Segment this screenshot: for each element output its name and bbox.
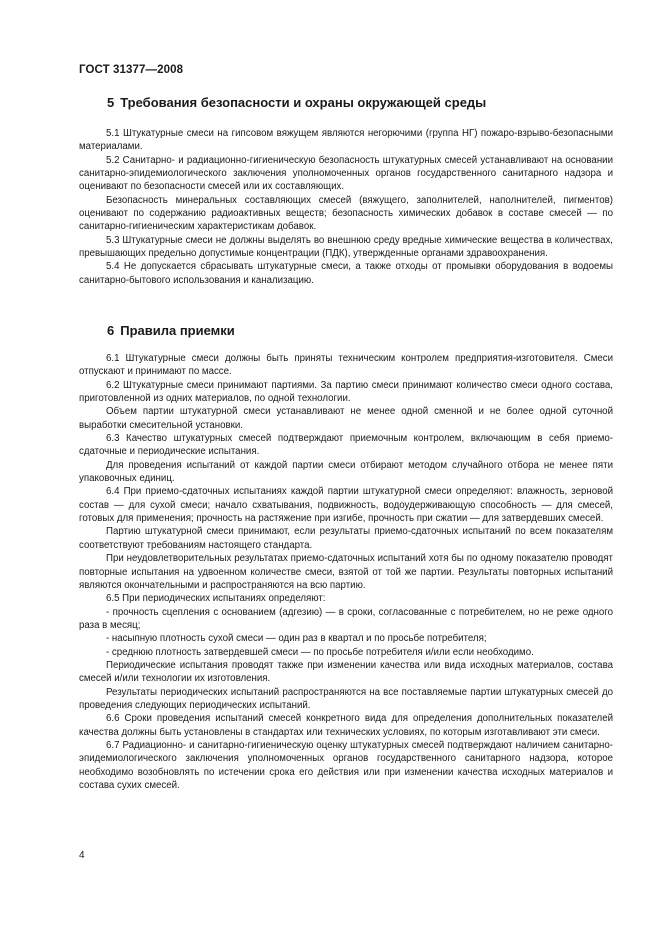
list-item-average-density: - среднюю плотность затвердевшей смеси — по просьбе потребителя и/или если необходимо. [106,646,534,658]
section-5-number: 5 [107,95,115,110]
paragraph-6-4-retest: При неудовлетворительных результатах приемо-сдаточных испытаний хотя бы по одному показателю проводят повторные испытания на удвоенном количестве смеси, взятой от той же партии. Результаты повторных испытаний являются окончательными и распространяются на всю партию. [79,553,613,591]
paragraph-5-3: 5.3 Штукатурные смеси не должны выделять во внешнюю среду вредные химические вещества в количествах, превышающих предельно допустимые концентрации (ПДК), утвержденные органами здравоохранения. [79,234,613,260]
section-5-body [79,127,613,287]
paragraph-6-4-acceptance: Партию штукатурной смеси принимают, если результаты приемо-сдаточных испытаний по всем показателям соответствуют требованиям настоящего стандарта. [79,526,613,551]
page-number: 4 [79,850,85,861]
list-item-adhesion: - прочность сцепления с основанием (адгезию) — в сроки, согласованные с потребителем, но не реже одного раза в месяц; [79,606,613,631]
section-6-body [79,352,613,792]
paragraph-5-4: 5.4 Не допускается сбрасывать штукатурные смеси, а также отходы от промывки оборудования в водоемы санитарно-бытового использования и канализацию. [79,261,613,286]
paragraph-6-5-periodic: Периодические испытания проводят также при изменении качества или вида исходных материалов, состава смесей и/или технологии их изготовления. [79,659,613,685]
paragraph-6-2: 6.2 Штукатурные смеси принимают партиями. За партию смеси принимают количество смеси одного состава, приготовленной из одних материалов, по одной технологии. [79,379,613,405]
paragraph-5-2: 5.2 Санитарно- и радиационно-гигиеническую безопасность штукатурных смесей устанавливают на основании санитарно-эпидемиологического заключения уполномоченных органов государственного санитарного надзора и оценивают по безопасности смесей или их составляющих. [79,154,613,193]
paragraph-5-1: 5.1 Штукатурные смеси на гипсовом вяжущем являются негорючими (группа НГ) пожаро-взрыво-безопасными материалами. [79,128,613,153]
document-code-header: ГОСТ 31377—2008 [79,64,184,76]
paragraph-6-5-results: Результаты периодических испытаний распространяются на все поставляемые партии штукатурных смесей до проведения следующих периодических испытаний. [79,686,613,711]
paragraph-6-7: 6.7 Радиационно- и санитарно-гигиеническую оценку штукатурных смесей подтверждают наличием санитарно-эпидемиологического заключения уполномоченных органов государственного санитарного надзора, которое необходимо возобновлять по истечении срока его действия или при изменении качества исходных материалов и состава сухих смесей. [79,739,613,791]
paragraph-6-3-sampling: Для проведения испытаний от каждой партии смеси отбирают методом случайного отбора не менее пяти упаковочных единиц. [79,459,613,485]
section-6-title: Правила приемки [120,323,235,338]
paragraph-5-2-safety: Безопасность минеральных составляющих смесей (вяжущего, заполнителей, наполнителей, пигментов) оценивают по содержанию радиоактивных веществ; безопасность химических добавок в составе смесей — по санитарно-гигиеническим характеристикам добавок. [79,194,613,233]
paragraph-6-1: 6.1 Штукатурные смеси должны быть приняты техническим контролем предприятия-изготовителя. Смеси отпускают и принимают по массе. [79,353,613,378]
list-item-bulk-density: - насыпную плотность сухой смеси — один раз в квартал и по просьбе потребителя; [106,633,487,645]
section-5-title: Требования безопасности и охраны окружающей среды [120,95,487,110]
paragraph-6-4: 6.4 При приемо-сдаточных испытаниях каждой партии штукатурной смеси определяют: влажность, зерновой состав — для сухой смеси; начало схватывания, подвижность, водоудерживающую способность — для смесей, готовых для применения; прочность на растяжение при изгибе, прочность при сжатии — для затвердевших смесей. [79,486,613,525]
section-6-number: 6 [107,323,115,338]
section-6-heading [107,323,235,338]
paragraph-6-5: 6.5 При периодических испытаниях определяют: [106,593,326,605]
section-5-heading [107,95,486,110]
paragraph-6-2-volume: Объем партии штукатурной смеси устанавливают не менее одной сменной и не более одной суточной выработки смесительной установки. [79,406,613,431]
paragraph-6-3: 6.3 Качество штукатурных смесей подтверждают приемочным контролем, включающим в себя приемо-сдаточные и периодические испытания. [79,433,613,458]
paragraph-6-6: 6.6 Сроки проведения испытаний смесей конкретного вида для определения дополнительных показателей качества должны быть установлены в стандартах или технических условиях, по которым изготавливают эти смеси. [79,713,613,738]
